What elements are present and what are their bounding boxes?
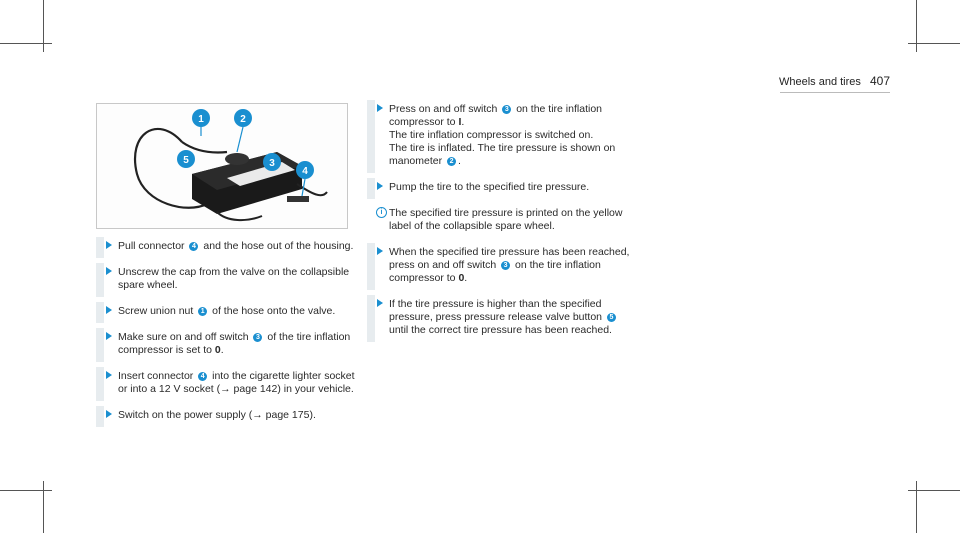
left-column: [96, 240, 356, 435]
step-bar: [367, 243, 375, 290]
arrow-icon: [106, 241, 112, 249]
crop-mark: [916, 0, 917, 52]
callout-3: 3: [269, 158, 275, 169]
arrow-icon: [106, 410, 112, 418]
number-badge: 4: [198, 372, 207, 381]
step-bar: [367, 295, 375, 342]
info-note: i The specified tire pressure is printed on the yellow label of the collapsible spare wheel.: [367, 207, 637, 233]
page-number: 407: [869, 74, 890, 88]
step-item: If the tire pressure is higher than the specified pressure, press pressure release valve button 5 until the correct tire pressure has been reached.: [367, 298, 637, 337]
crop-mark: [916, 481, 917, 533]
step-bar: [367, 178, 375, 199]
step-item: Unscrew the cap from the valve on the collapsible spare wheel.: [96, 266, 356, 292]
step-item: Insert connector 4 into the cigarette lighter socket or into a 12 V socket (→ page 142) in your vehicle.: [96, 370, 356, 396]
crop-mark: [0, 490, 52, 491]
arrow-icon: [377, 104, 383, 112]
step-item: Switch on the power supply (→ page 175).: [96, 409, 356, 422]
arrow-icon: [377, 182, 383, 190]
compressor-illustration: [97, 104, 347, 228]
callout-2: 2: [240, 114, 246, 125]
callout-5: 5: [183, 155, 189, 166]
info-icon: i: [376, 207, 387, 218]
callout-4: 4: [302, 166, 308, 177]
step-bar: [96, 302, 104, 323]
step-item: Pull connector 4 and the hose out of the housing.: [96, 240, 356, 253]
section-title: Wheels and tires: [778, 76, 861, 88]
number-badge: 4: [189, 242, 198, 251]
right-column: [367, 103, 637, 350]
crop-mark: [43, 481, 44, 533]
compressor-figure: [96, 103, 348, 229]
step-item: When the specified tire pressure has been reached, press on and off switch 3 on the tire inflation compressor to 0.: [367, 246, 637, 285]
step-bar: [367, 100, 375, 173]
number-badge: 5: [607, 313, 616, 322]
page-header: [779, 74, 890, 88]
arrow-icon: [106, 332, 112, 340]
callout-1: 1: [198, 114, 204, 125]
step-item: Screw union nut 1 of the hose onto the valve.: [96, 305, 356, 318]
step-item: Pump the tire to the specified tire pressure.: [367, 181, 637, 194]
number-badge: 3: [502, 105, 511, 114]
step-item: Make sure on and off switch 3 of the tire inflation compressor is set to 0.: [96, 331, 356, 357]
step-bar: [96, 367, 104, 401]
number-badge: 1: [198, 307, 207, 316]
arrow-icon: [106, 306, 112, 314]
number-badge: 2: [447, 157, 456, 166]
header-rule: [780, 92, 890, 93]
step-bar: [96, 328, 104, 362]
number-badge: 3: [501, 261, 510, 270]
step-bar: [96, 237, 104, 258]
arrow-icon: [377, 247, 383, 255]
number-badge: 3: [253, 333, 262, 342]
step-bar: [96, 406, 104, 427]
step-bar: [96, 263, 104, 297]
arrow-icon: [377, 299, 383, 307]
arrow-icon: [106, 267, 112, 275]
crop-mark: [43, 0, 44, 52]
step-item: Press on and off switch 3 on the tire inflation compressor to I. The tire inflation compressor is switched on. The tire is inflated. The tire pressure is shown on manometer 2 .: [367, 103, 637, 168]
crop-mark: [0, 43, 52, 44]
arrow-icon: [106, 371, 112, 379]
